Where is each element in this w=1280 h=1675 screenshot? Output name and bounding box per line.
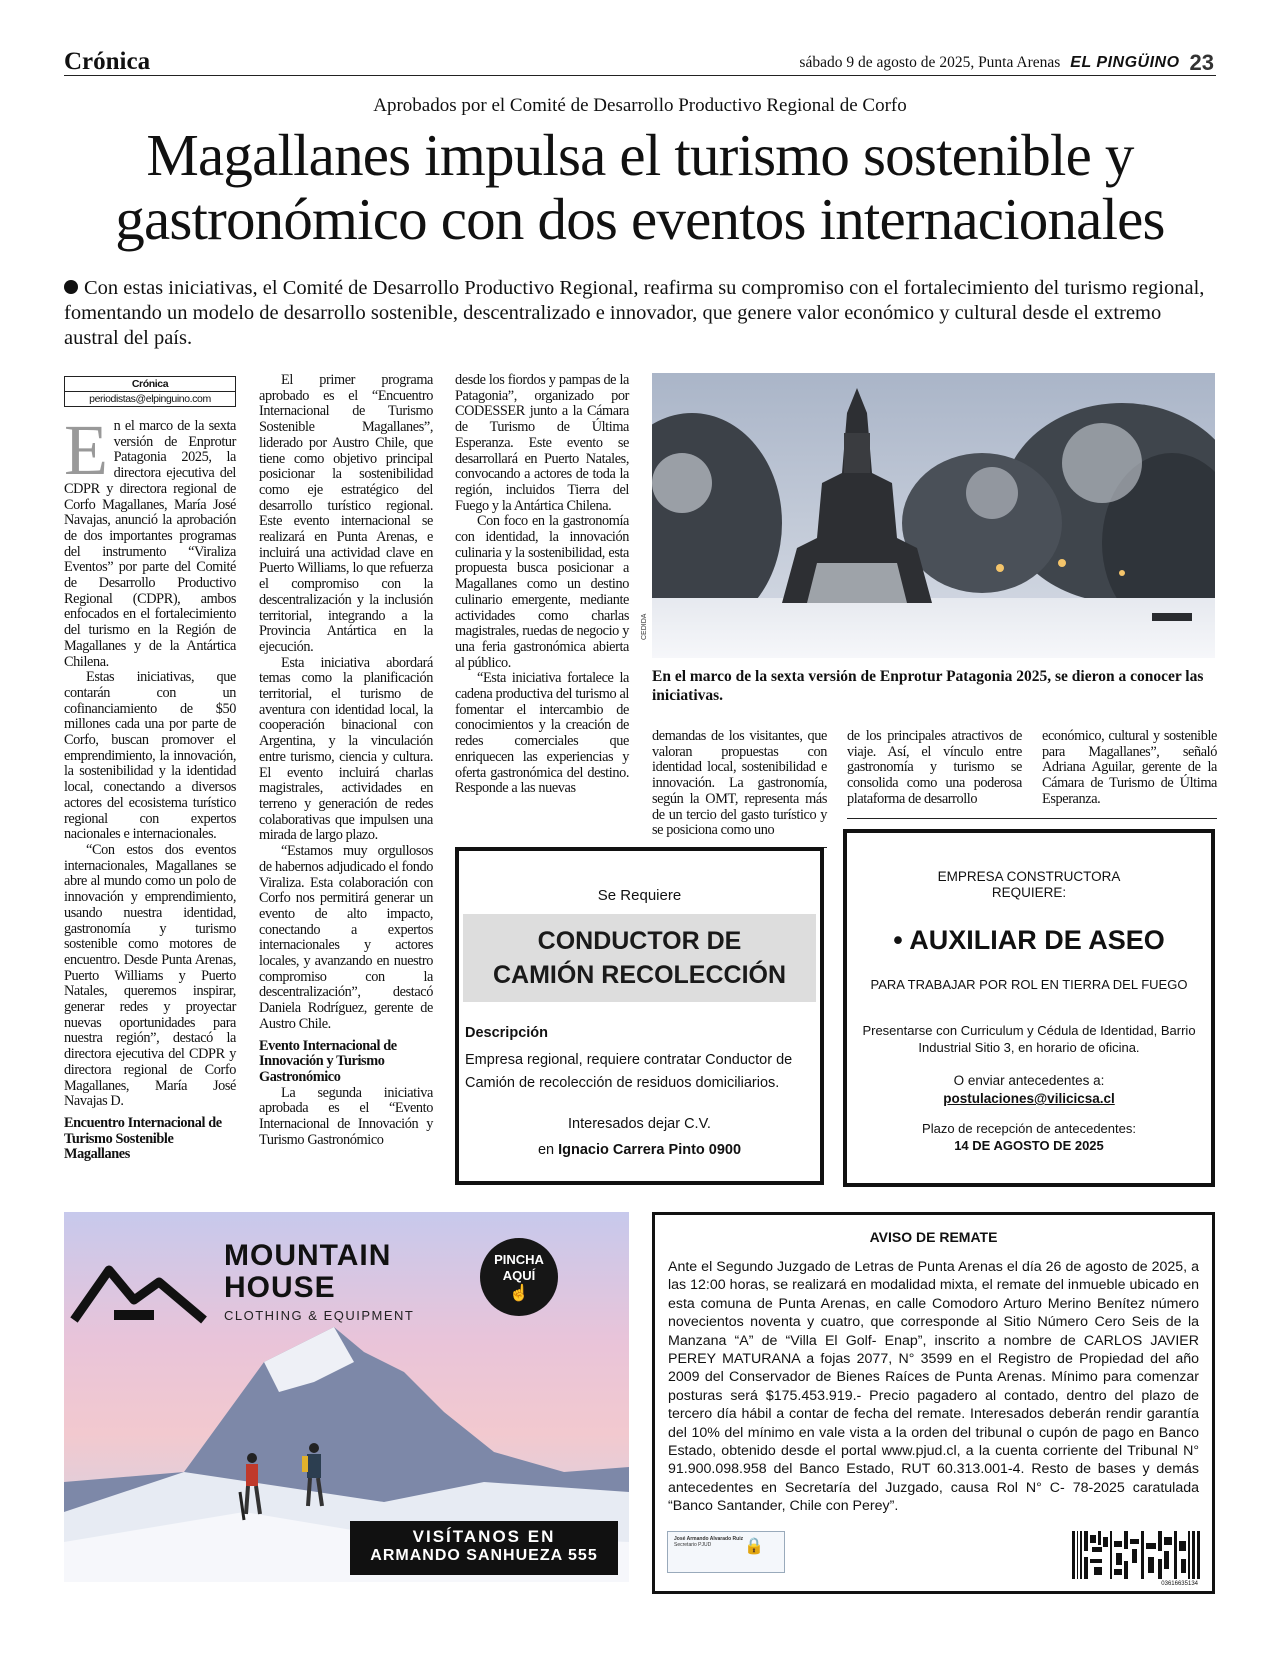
ad-requires: Se Requiere	[597, 887, 682, 904]
section-label: Crónica	[64, 48, 151, 75]
ad-visit-banner: VISÍTANOS EN ARMANDO SANHUEZA 555	[350, 1521, 618, 1575]
article-column-4	[652, 729, 827, 839]
bullet-icon	[64, 280, 78, 294]
article-headline	[40, 123, 1240, 251]
photo-credit: CEDIDA	[641, 613, 648, 640]
digital-signature-stamp: José Armando Alvarado Ruiz Secretario PJUD 🔒	[667, 1531, 785, 1573]
monument-snow-photo	[652, 373, 1215, 658]
page-header-info	[799, 50, 1214, 76]
article-column-3	[455, 373, 629, 797]
ad-instructions: Presentarse con Curriculum y Cédula de Identidad, Barrio Industrial Sitio 3, en horario de oficina.	[862, 1023, 1196, 1055]
article-kicker: Aprobados por el Comité de Desarrollo Productivo Regional de Corfo	[373, 95, 907, 116]
lock-icon: 🔒	[744, 1538, 764, 1555]
mountain-house-ad[interactable]	[64, 1212, 629, 1582]
ad-company: EMPRESA CONSTRUCTORA REQUIERE:	[937, 869, 1121, 900]
headline-line-2: gastronómico con dos eventos internacionales	[115, 186, 1165, 252]
article-paragraph: El primer programa aprobado es el “Encuentro Internacional de Turismo Sostenible Magallanes”, liderado por Austro Chile, que tiene como objetivo principal posicionar la sostenibilidad como eje estratégico del desarrollo turístico regional. Este evento internacional se realizará en Punta Arenas, e incluirá una actividad clave en Puerto Williams, lo que refuerza el compromiso con la descentralización y la inclusión territorial, integrando a la Provincia Antártica en la ejecución.	[259, 372, 433, 655]
article-paragraph: demandas de los visitantes, que valoran propuestas con identidad local, sostenibilidad e innovación. La gastronomía, según la OMT, representa más de un tercio del gasto turístico y se posiciona como uno	[652, 728, 827, 839]
page-number: 23	[1189, 50, 1214, 75]
article-paragraph: “Esta iniciativa fortalece la cadena productiva del turismo al fomentar el intercambio de conocimientos y la creación de redes comerciales que enriquecen las experiencias y oferta gastronómica del destino. Responde a las nuevas	[455, 670, 629, 797]
barcode-icon	[1072, 1531, 1200, 1579]
ad-deadline-label: Plazo de recepción de antecedentes:	[922, 1121, 1136, 1136]
job-ad-auxiliar-aseo	[843, 829, 1215, 1187]
barcode-number: 03616635134	[1161, 1581, 1198, 1587]
article-lead	[64, 276, 1219, 351]
article-column-1	[64, 376, 236, 1163]
article-subheading: Evento Internacional de Innovación y Turismo Gastronómico	[259, 1037, 397, 1085]
header-divider	[64, 75, 1216, 76]
ad-address: en Ignacio Carrera Pinto 0900	[537, 1142, 742, 1158]
ad-description-label: Descripción	[465, 1025, 548, 1041]
byline-section: Crónica	[65, 377, 235, 392]
headline-line-1: Magallanes impulsa el turismo sostenible y	[146, 122, 1134, 188]
byline-email[interactable]: periodistas@elpinguino.com	[89, 393, 211, 405]
job-ad-conductor	[455, 847, 824, 1185]
article-paragraph: En el marco de la sexta versión de Enprotur Patagonia 2025, la directora ejecutiva del CDPR y directora regional de Corfo Magallanes, María José Navajas, anunció la aprobación de dos importantes programas del instrumento “Viraliza Eventos” por parte del Comité de Desarrollo Productivo Regional (CDPR), ambos enfocados en el fortalecimiento del turismo en la Región de Magallanes y de la Antártica Chilena.	[64, 410, 236, 670]
lead-text: Con estas iniciativas, el Comité de Desarrollo Productivo Regional, reafirma su compromiso con el fortalecimiento del turismo regional, fomentando un modelo de desarrollo sostenible, descentralizado e innovador, que genere valor económico y cultural desde el extremo austral del país.	[64, 277, 1205, 349]
click-here-badge[interactable]: PINCHA AQUÍ ☝	[480, 1238, 558, 1316]
ad-or-send: O enviar antecedentes a:	[953, 1073, 1105, 1088]
auction-notice	[652, 1212, 1215, 1594]
article-paragraph: desde los fiordos y pampas de la Patagonia”, organizado por CODESSER junto a la Cámara de Turismo de Última Esperanza. Este evento se desarrollará en Puerto Natales, convocando a actores de toda la región, incluidos Tierra del Fuego y la Antártica Chilena.	[455, 372, 629, 514]
article-subheading: Encuentro Internacional de Turismo Sostenible Magallanes	[64, 1114, 222, 1163]
article-paragraph: “Con estos dos eventos internacionales, Magallanes se abre al mundo como un polo de innovación y emprendimiento, usando nuestra identidad, gastronomía y turismo sostenible como motores de encuentro. Desde Punta Arenas, Puerto Williams y Puerto Natales, queremos inspirar, generar redes y proyectar nuevas oportunidades para nuestra región”, destacó la directora ejecutiva del CDPR y directora regional de Corfo Magallanes, María José Navajas D.	[64, 841, 236, 1110]
divider	[847, 818, 1217, 819]
ad-detail: PARA TRABAJAR POR ROL EN TIERRA DEL FUEGO	[870, 977, 1188, 992]
byline-box	[64, 376, 236, 407]
ad-description-text: Empresa regional, requiere contratar Conductor de Camión de recolección de residuos domiciliarios.	[465, 1052, 793, 1091]
ad-brand-line-1: MOUNTAIN	[224, 1239, 392, 1272]
ad-email-link[interactable]: postulaciones@vilicicsa.cl	[943, 1091, 1115, 1106]
drop-cap: E	[64, 410, 108, 490]
photo-caption: En el marco de la sexta versión de Enprotur Patagonia 2025, se dieron a conocer las iniciativas.	[652, 668, 1204, 704]
article-paragraph: Con foco en la gastronomía con identidad, la innovación culinaria y la sostenibilidad, esta propuesta busca posicionar a Magallanes como un destino culinario emergente, mediante actividades como charlas magistrales, ruedas de negocio y una feria gastronómica abierta al público.	[455, 513, 629, 671]
ad-cta: Interesados dejar C.V.	[568, 1116, 711, 1132]
article-paragraph: de los principales atractivos de viaje. Así, el vínculo entre gastronomía y turismo se consolida como una poderosa plataforma de desarrollo	[847, 728, 1022, 807]
ad-brand-tagline: CLOTHING & EQUIPMENT	[224, 1308, 415, 1323]
ad-position: • AUXILIAR DE ASEO	[893, 925, 1165, 955]
article-paragraph: “Estamos muy orgullosos de habernos adjudicado el fondo Viraliza. Esta colaboración con Corfo nos permitirá generar un evento de alto impacto, conectando a expertos internacionales y actores locales, y avanzando en nuestro compromiso con la descentralización”, destacó Daniela Rodríguez, gerente de Austro Chile.	[259, 843, 433, 1032]
article-column-6	[1042, 729, 1217, 808]
auction-body: Ante el Segundo Juzgado de Letras de Punta Arenas el día 26 de agosto de 2025, a las 12:00 horas, se realizará en modalidad mixta, el remate del inmueble ubicado en esta comuna de Punta Arenas, en calle Comodoro Arturo Merino Benítez número novecientos noventa y cuatro, que corresponde al Sitio Número Cero Seis de la Manzana “A” de “Villa El Golf- Enap”, inscrito a nombre de CARLOS JAVIER PEREY MATURANA a fojas 2077, N° 3599 en el Registro de Propiedad del año 2009 del Conservador de Bienes Raíces de Punta Arenas. Mínimo para comenzar posturas será $175.453.919.- Precio pagadero al contado, dentro del plazo de tercero día hábil a contar de fecha del remate. Interesados deberán rendir garantía del 10% del mínimo en vale vista a la orden del tribunal o cupón de pago en Banco Estado, obtenido desde el portal www.pjud.cl, a la cuenta corriente del Tribunal N° 91.900.098.958 del Banco Estado, RUT 60.313.001-4. Resto de bases y demás antecedentes en Secretaría del Juzgado, causa Rol N° C- 78-2025 caratulada “Banco Santander, Chile con Perey”.	[668, 1259, 1199, 1515]
article-column-2	[259, 373, 433, 1148]
article-paragraph: La segunda iniciativa aprobada es el “Evento Internacional de Innovación y Turismo Gastronómico	[259, 1084, 433, 1148]
ad-title: CONDUCTOR DE CAMIÓN RECOLECCIÓN	[463, 914, 816, 1002]
article-paragraph: Esta iniciativa abordará temas como la planificación territorial, el turismo de aventura con identidad local, la cooperación binacional con Argentina, y la vinculación entre turismo, ciencia y cultura. El evento incluirá charlas magistrales, actividades en terreno y generación de redes colaborativas que impulsen una mirada de largo plazo.	[259, 654, 433, 844]
newspaper-logo: EL PINGÜINO	[1070, 54, 1180, 71]
ad-deadline: 14 DE AGOSTO DE 2025	[954, 1138, 1104, 1153]
article-paragraph: Estas iniciativas, que contarán con un cofinanciamiento de $50 millones cada una por parte de Corfo, buscan promover el emprendimiento, la innovación, la sostenibilidad y la identidad local, conectando a diversos actores del ecosistema turístico regional con expertos nacionales e internacionales.	[64, 669, 236, 843]
ad-brand-line-2: HOUSE	[224, 1271, 336, 1304]
article-paragraph: económico, cultural y sostenible para Magallanes”, señaló Adriana Aguilar, gerente de la Cámara de Turismo de Última Esperanza.	[1042, 728, 1217, 807]
auction-title: AVISO DE REMATE	[869, 1229, 998, 1245]
pointer-hand-icon: ☝	[509, 1285, 529, 1302]
date-place: sábado 9 de agosto de 2025, Punta Arenas	[799, 54, 1061, 71]
article-column-5	[847, 729, 1022, 808]
